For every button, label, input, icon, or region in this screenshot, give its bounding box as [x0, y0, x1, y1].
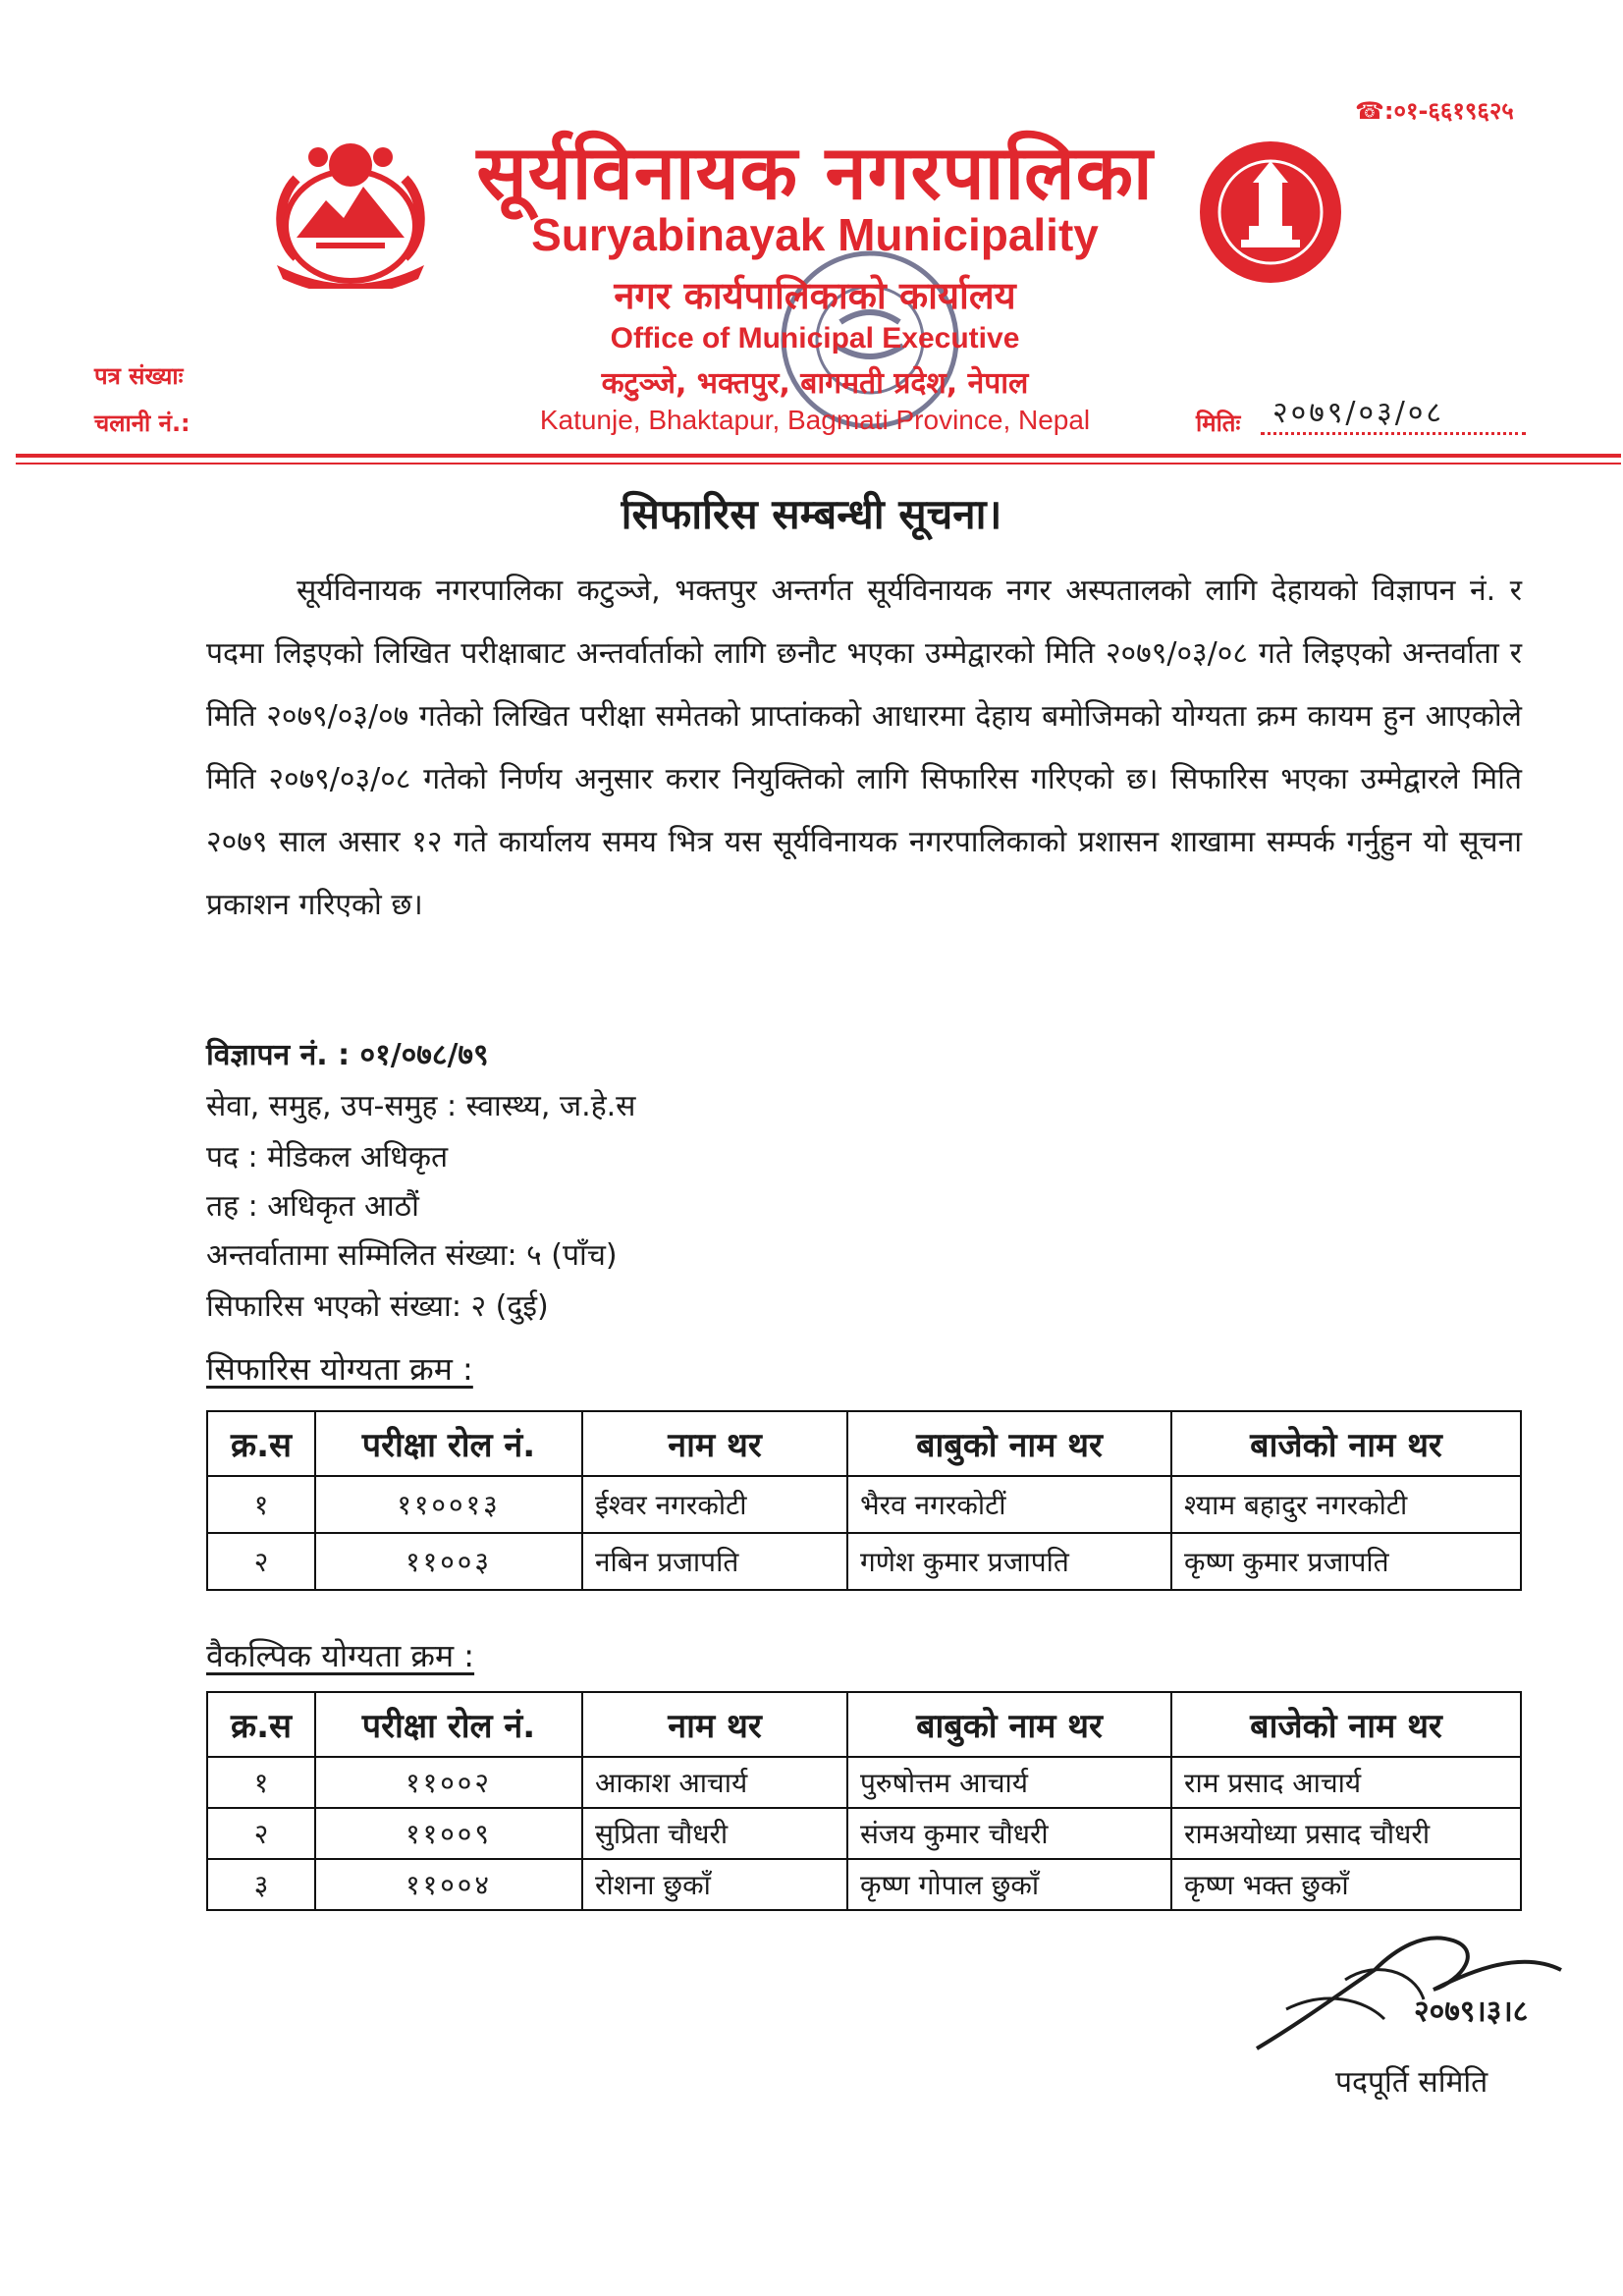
- office-name-nepali: नगर कार्यपालिकाको कार्यालय: [614, 274, 1016, 317]
- cell-grandfather: राम प्रसाद आचार्य: [1171, 1757, 1521, 1808]
- col-header-sn: क्र.स: [207, 1411, 315, 1476]
- cell-father: भैरव नगरकोटीं: [847, 1476, 1171, 1533]
- col-header-grandfather: बाजेको नाम थर: [1171, 1411, 1521, 1476]
- post-name: पद : मेडिकल अधिकृत: [206, 1140, 449, 1175]
- cell-name: रोशना छुकाँ: [582, 1859, 847, 1910]
- cell-roll: ११००१३: [315, 1476, 582, 1533]
- table-row: [207, 1757, 1521, 1808]
- cell-sn: २: [207, 1808, 315, 1859]
- interview-count: अन्तर्वातामा सम्मिलित संख्या: ५ (पाँच): [206, 1238, 618, 1273]
- office-name-english: Office of Municipal Executive: [610, 322, 1020, 355]
- header-rule-thin: [16, 463, 1621, 465]
- municipality-name-english: Suryabinayak Municipality: [531, 209, 1099, 260]
- col-header-roll: परीक्षा रोल नं.: [315, 1411, 582, 1476]
- cell-roll: ११००४: [315, 1859, 582, 1910]
- notice-title: सिफारिस सम्बन्धी सूचना।: [621, 490, 1002, 538]
- cell-father: संजय कुमार चौधरी: [847, 1808, 1171, 1859]
- recommended-table: [206, 1410, 1522, 1591]
- handwritten-signature: [1227, 1911, 1600, 2058]
- notice-paragraph: सूर्यविनायक नगरपालिका कटुञ्जे, भक्तपुर अन्तर्गत सूर्यविनायक नगर अस्पतालको लागि देहायको विज्ञापन नं. र पदमा लिइएको लिखित परीक्षाबाट अन्तर्वार्ताको लागि छनौट भएका उम्मेद्वारको मिति २०७९/०३/०८ गते लिइएको अन्तर्वाता र मिति २०७९/०३/०७ गतेको लिखित परीक्षा समेतको प्राप्तांकको आधारमा देहाय बमोजिमको योग्यता क्रम कायम हुन आएकोले मिति २०७९/०३/०८ गतेको निर्णय अनुसार करार नियुक्तिको लागि सिफारिस गरिएको छ। सिफारिस भएका उम्मेद्वारले मिति २०७९ साल असार १२ गते कार्यालय समय भित्र यस सूर्यविनायक नगरपालिकाको प्रशासन शाखामा सम्पर्क गर्नुहुन यो सूचना प्रकाशन गरिएको छ।: [206, 574, 1522, 922]
- col-header-sn: क्र.स: [207, 1692, 315, 1757]
- signature-date: २०७९।३।८: [1414, 1995, 1529, 2029]
- cell-grandfather: श्याम बहादुर नगरकोटी: [1171, 1476, 1521, 1533]
- signature-label: पदपूर्ति समिति: [1335, 2065, 1488, 2100]
- table-row: [207, 1808, 1521, 1859]
- cell-name: ईश्वर नगरकोटी: [582, 1476, 847, 1533]
- header-rule-thick: [16, 454, 1621, 458]
- advertisement-number: विज्ञापन नं. : ०१/०७८/७९: [206, 1038, 489, 1072]
- date-value: २०७९/०३/०८: [1272, 396, 1445, 430]
- table-header-row: [207, 1692, 1521, 1757]
- cell-name: सुप्रिता चौधरी: [582, 1808, 847, 1859]
- cell-grandfather: कृष्ण भक्त छुकाँ: [1171, 1859, 1521, 1910]
- col-header-father: बाबुको नाम थर: [847, 1692, 1171, 1757]
- address-english: Katunje, Bhaktapur, Bagmati Province, Nepal: [539, 405, 1091, 435]
- col-header-roll: परीक्षा रोल नं.: [315, 1692, 582, 1757]
- cell-father: गणेश कुमार प्रजापति: [847, 1533, 1171, 1590]
- cell-father: कृष्ण गोपाल छुकाँ: [847, 1859, 1171, 1910]
- cell-sn: २: [207, 1533, 315, 1590]
- table-row: [207, 1859, 1521, 1910]
- cell-grandfather: कृष्ण कुमार प्रजापति: [1171, 1533, 1521, 1590]
- cell-sn: १: [207, 1476, 315, 1533]
- cell-roll: ११००३: [315, 1533, 582, 1590]
- cell-father: पुरुषोत्तम आचार्य: [847, 1757, 1171, 1808]
- dispatch-number-label: चलानी नं.:: [94, 410, 190, 437]
- col-header-father: बाबुको नाम थर: [847, 1411, 1171, 1476]
- cell-name: आकाश आचार्य: [582, 1757, 847, 1808]
- cell-roll: ११००९: [315, 1808, 582, 1859]
- col-header-name: नाम थर: [582, 1692, 847, 1757]
- letter-number-label: पत्र संख्याः: [94, 362, 184, 390]
- cell-sn: ३: [207, 1859, 315, 1910]
- cell-name: नबिन प्रजापति: [582, 1533, 847, 1590]
- col-header-name: नाम थर: [582, 1411, 847, 1476]
- date-dotted-line: [1261, 432, 1526, 435]
- table-header-row: [207, 1411, 1521, 1476]
- table-row: [207, 1476, 1521, 1533]
- service-group: सेवा, समुह, उप-समुह : स्वास्थ्य, ज.हे.स: [206, 1089, 636, 1123]
- alternate-table: [206, 1691, 1522, 1911]
- col-header-grandfather: बाजेको नाम थर: [1171, 1692, 1521, 1757]
- recommended-section-title: सिफारिस योग्यता क्रम :: [206, 1350, 473, 1388]
- phone-number: ☎:०१-६६१९६२५: [1355, 97, 1514, 125]
- table-row: [207, 1533, 1521, 1590]
- municipality-name-nepali: सूर्यविनायक नगरपालिका: [476, 129, 1154, 216]
- cell-grandfather: रामअयोध्या प्रसाद चौधरी: [1171, 1808, 1521, 1859]
- alternate-section-title: वैकल्पिक योग्यता क्रम :: [206, 1637, 475, 1674]
- level-name: तह : अधिकृत आठौं: [206, 1189, 419, 1224]
- cell-sn: १: [207, 1757, 315, 1808]
- address-nepali: कटुञ्जे, भक्तपुर, बागमती प्रदेश, नेपाल: [601, 366, 1029, 401]
- date-label: मितिः: [1196, 410, 1241, 437]
- recommended-count: सिफारिस भएको संख्या: २ (दुई): [206, 1289, 549, 1324]
- cell-roll: ११००२: [315, 1757, 582, 1808]
